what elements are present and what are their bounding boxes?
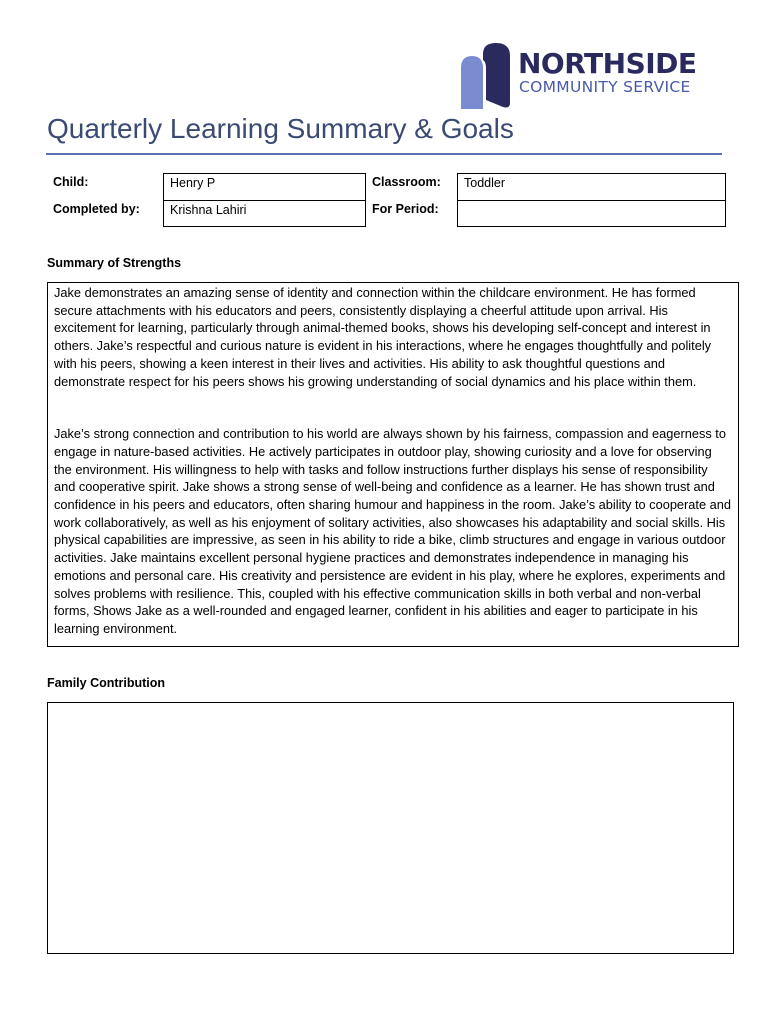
period-field[interactable] (457, 200, 726, 227)
northside-logo (458, 40, 728, 112)
child-label: Child: (53, 175, 89, 189)
child-field[interactable]: Henry P (163, 173, 366, 201)
logo-name: NORTHSIDE (518, 47, 697, 80)
family-heading: Family Contribution (47, 676, 166, 690)
title-divider (46, 153, 722, 155)
classroom-field[interactable]: Toddler (457, 173, 726, 201)
strengths-textbox[interactable] (47, 282, 739, 647)
completed-by-field[interactable]: Krishna Lahiri (163, 200, 366, 227)
strengths-paragraph-1: Jake demonstrates an amazing sense of identity and connection within the childcare environment. He has formed secure attachments with his educators and peers, consistently displaying a cheerful attitude upon arrival. His excitement for learning, particularly through animal-themed books, shows his developing self-concept and interest in others. Jake’s respectful and curious nature is evident in his interactions, where he engages thoughtfully and politely with his peers, showing a keen interest in their lives and activities. His ability to ask thoughtful questions and demonstrate respect for his peers shows his growing understanding of social dynamics and his place within them. (54, 285, 712, 389)
page-title: Quarterly Learning Summary & Goals (47, 113, 514, 144)
strengths-heading: Summary of Strengths (47, 256, 182, 270)
logo-subtitle: COMMUNITY SERVICE (519, 78, 691, 96)
logo-mark-icon (458, 40, 514, 112)
classroom-label: Classroom: (372, 175, 441, 189)
family-contribution-textbox[interactable] (47, 702, 734, 954)
completed-by-label: Completed by: (53, 202, 140, 216)
period-label: For Period: (372, 202, 439, 216)
strengths-paragraph-2: Jake’s strong connection and contribution to his world are always shown by his fairness, compassion and eagerness to engage in nature-based activities. He actively participates in outdoor play, showing curiosity and a love for observing the environment. His willingness to help with tasks and follow instructions further displays his sense of responsibility and cooperative spirit. Jake shows a strong sense of well-being and confidence as a learner. He has shown trust and confidence in his peers and educators, often sharing humour and happiness in the room. Jake’s ability to cooperate and work collaboratively, as well as his enjoyment of solitary activities, also showcases his adaptability and social skills. His physical capabilities are impressive, as seen in his ability to ride a bike, climb structures and engage in various outdoor activities. Jake maintains excellent personal hygiene practices and demonstrates independence in managing his emotions and personal care. His creativity and persistence are evident in his play, where he explores, experiments and solves problems with resilience. This, coupled with his effective communication skills in both verbal and non-verbal forms, Shows Jake as a well-rounded and engaged learner, confident in his abilities and eager to participate in his learning environment. (54, 426, 732, 636)
